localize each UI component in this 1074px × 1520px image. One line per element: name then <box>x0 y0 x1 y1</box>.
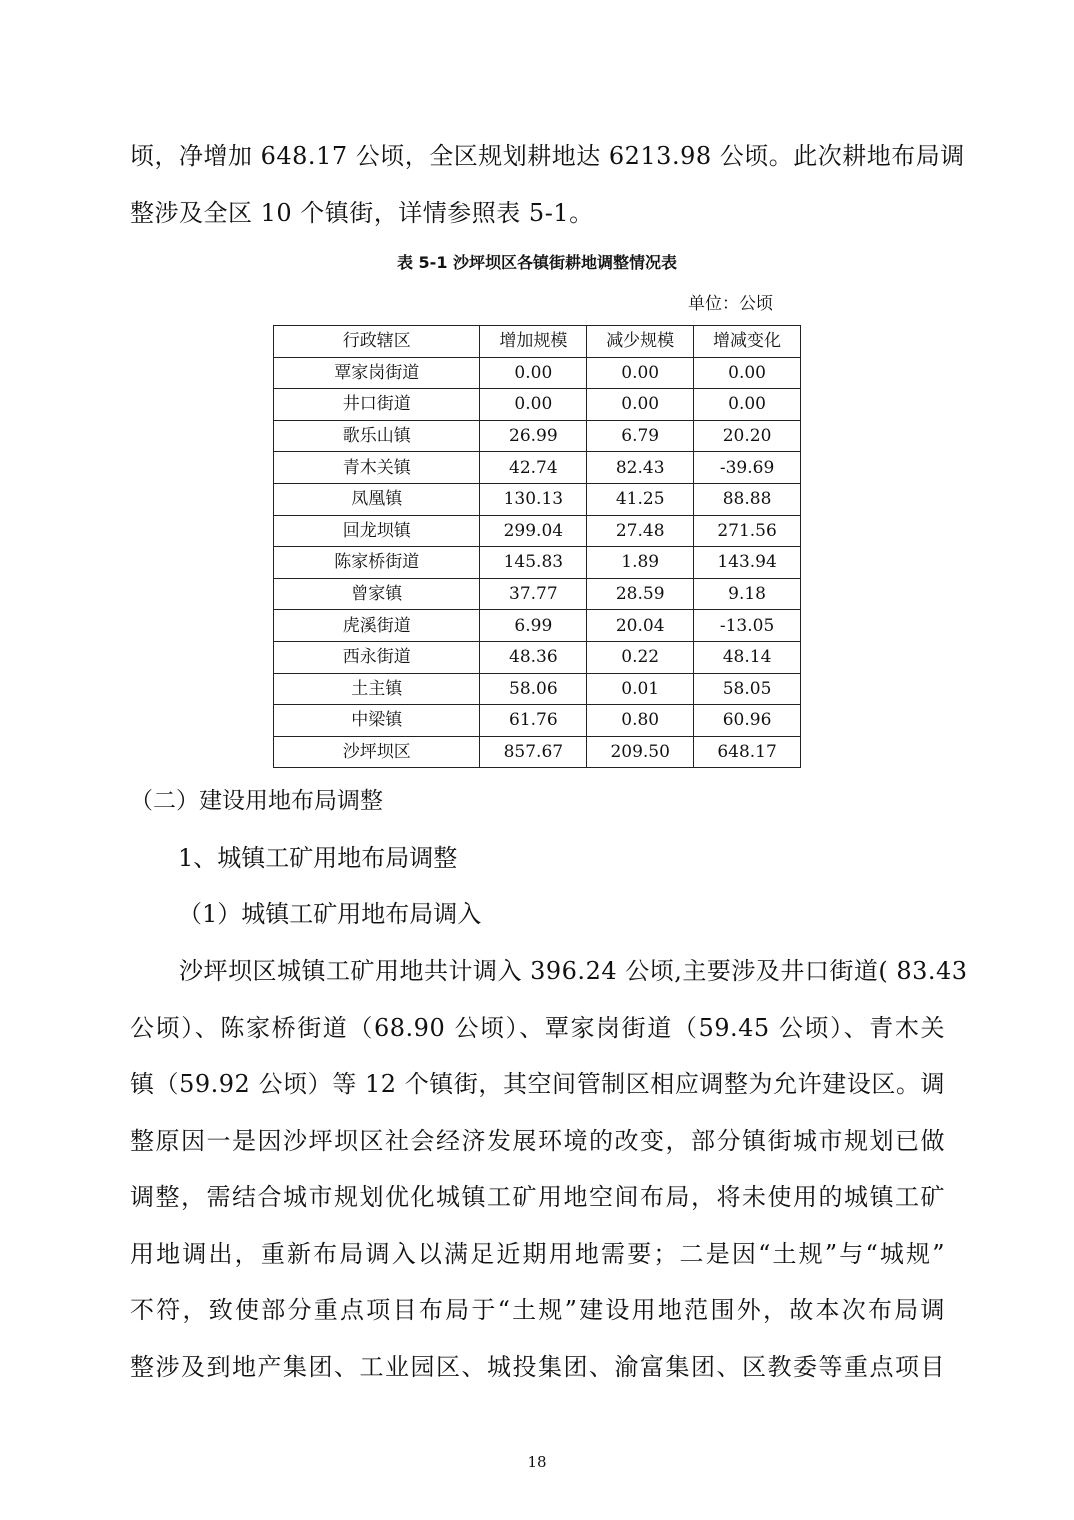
table-caption: 表 5-1 沙坪坝区各镇街耕地调整情况表 <box>396 253 678 272</box>
cell-district: 西永街道 <box>274 641 480 673</box>
intro-line-1: 顷，净增加 648.17 公顷，全区规划耕地达 6213.98 公顷。此次耕地布局调 <box>130 142 965 170</box>
cell-increase: 130.13 <box>480 483 587 515</box>
table-header-row <box>274 326 801 358</box>
header-district: 行政辖区 <box>274 326 480 358</box>
paragraph-line: 沙坪坝区城镇工矿用地共计调入 396.24 公顷,主要涉及井口街道( 83.43 <box>130 957 968 985</box>
cell-change: 48.14 <box>694 641 801 673</box>
cell-district: 陈家桥街道 <box>274 547 480 579</box>
cell-district: 中梁镇 <box>274 705 480 737</box>
cell-change: 0.00 <box>694 389 801 421</box>
cell-increase: 6.99 <box>480 610 587 642</box>
paragraph-line: 镇（59.92 公顷）等 12 个镇街，其空间管制区相应调整为允许建设区。调 <box>130 1070 945 1098</box>
cell-decrease: 0.01 <box>587 673 694 705</box>
cell-change: 648.17 <box>694 736 801 768</box>
cell-decrease: 28.59 <box>587 578 694 610</box>
table-row <box>274 673 801 705</box>
cell-decrease: 41.25 <box>587 483 694 515</box>
cell-increase: 299.04 <box>480 515 587 547</box>
cell-district: 歌乐山镇 <box>274 420 480 452</box>
table-unit-label: 单位：公顷 <box>688 294 773 314</box>
cell-change: 60.96 <box>694 705 801 737</box>
cell-increase: 0.00 <box>480 357 587 389</box>
cell-change: 88.88 <box>694 483 801 515</box>
cell-decrease: 27.48 <box>587 515 694 547</box>
cell-increase: 58.06 <box>480 673 587 705</box>
cell-increase: 0.00 <box>480 389 587 421</box>
paragraph-line: 整涉及到地产集团、工业园区、城投集团、渝富集团、区教委等重点项目 <box>130 1353 945 1381</box>
page-number: 18 <box>527 1453 547 1471</box>
table-row <box>274 357 801 389</box>
cell-district: 回龙坝镇 <box>274 515 480 547</box>
cell-district: 凤凰镇 <box>274 483 480 515</box>
table-row <box>274 705 801 737</box>
cell-change: 143.94 <box>694 547 801 579</box>
cell-district: 土主镇 <box>274 673 480 705</box>
cell-decrease: 0.22 <box>587 641 694 673</box>
cell-increase: 26.99 <box>480 420 587 452</box>
table-row <box>274 452 801 484</box>
table-row <box>274 483 801 515</box>
cell-increase: 857.67 <box>480 736 587 768</box>
cell-decrease: 1.89 <box>587 547 694 579</box>
paragraph-line: 调整，需结合城市规划优化城镇工矿用地空间布局，将未使用的城镇工矿 <box>130 1183 945 1211</box>
paragraph-line: 整原因一是因沙坪坝区社会经济发展环境的改变，部分镇街城市规划已做 <box>130 1127 945 1155</box>
table-row <box>274 641 801 673</box>
header-decrease: 减少规模 <box>587 326 694 358</box>
cell-change: 58.05 <box>694 673 801 705</box>
table-row <box>274 420 801 452</box>
paragraph-line: 公顷）、陈家桥街道（68.90 公顷）、覃家岗街道（59.45 公顷）、青木关 <box>130 1014 945 1042</box>
intro-line-2: 整涉及全区 10 个镇街，详情参照表 5-1。 <box>130 199 594 227</box>
cell-change: 20.20 <box>694 420 801 452</box>
subheading-urban-mining-land-in: （1）城镇工矿用地布局调入 <box>178 900 482 928</box>
cell-decrease: 20.04 <box>587 610 694 642</box>
cell-district: 沙坪坝区 <box>274 736 480 768</box>
cell-increase: 61.76 <box>480 705 587 737</box>
farmland-adjustment-table <box>273 325 801 768</box>
cell-increase: 37.77 <box>480 578 587 610</box>
cell-decrease: 6.79 <box>587 420 694 452</box>
header-change: 增减变化 <box>694 326 801 358</box>
paragraph-line: 用地调出，重新布局调入以满足近期用地需要；二是因“土规”与“城规” <box>130 1240 945 1268</box>
cell-decrease: 0.80 <box>587 705 694 737</box>
cell-increase: 42.74 <box>480 452 587 484</box>
table-row <box>274 610 801 642</box>
paragraph-line: 不符，致使部分重点项目布局于“土规”建设用地范围外，故本次布局调 <box>130 1296 945 1324</box>
table-row <box>274 578 801 610</box>
cell-district: 虎溪街道 <box>274 610 480 642</box>
cell-change: -13.05 <box>694 610 801 642</box>
cell-district: 青木关镇 <box>274 452 480 484</box>
header-increase: 增加规模 <box>480 326 587 358</box>
section-heading: （二）建设用地布局调整 <box>130 788 383 814</box>
cell-district: 覃家岗街道 <box>274 357 480 389</box>
cell-change: 9.18 <box>694 578 801 610</box>
cell-decrease: 0.00 <box>587 357 694 389</box>
table-row <box>274 515 801 547</box>
cell-decrease: 82.43 <box>587 452 694 484</box>
cell-change: -39.69 <box>694 452 801 484</box>
cell-increase: 145.83 <box>480 547 587 579</box>
subheading-urban-mining-land: 1、城镇工矿用地布局调整 <box>178 844 458 872</box>
table-total-row <box>274 736 801 768</box>
table-row <box>274 389 801 421</box>
cell-change: 271.56 <box>694 515 801 547</box>
table-row <box>274 547 801 579</box>
cell-district: 井口街道 <box>274 389 480 421</box>
cell-decrease: 0.00 <box>587 389 694 421</box>
cell-decrease: 209.50 <box>587 736 694 768</box>
cell-district: 曾家镇 <box>274 578 480 610</box>
cell-increase: 48.36 <box>480 641 587 673</box>
cell-change: 0.00 <box>694 357 801 389</box>
